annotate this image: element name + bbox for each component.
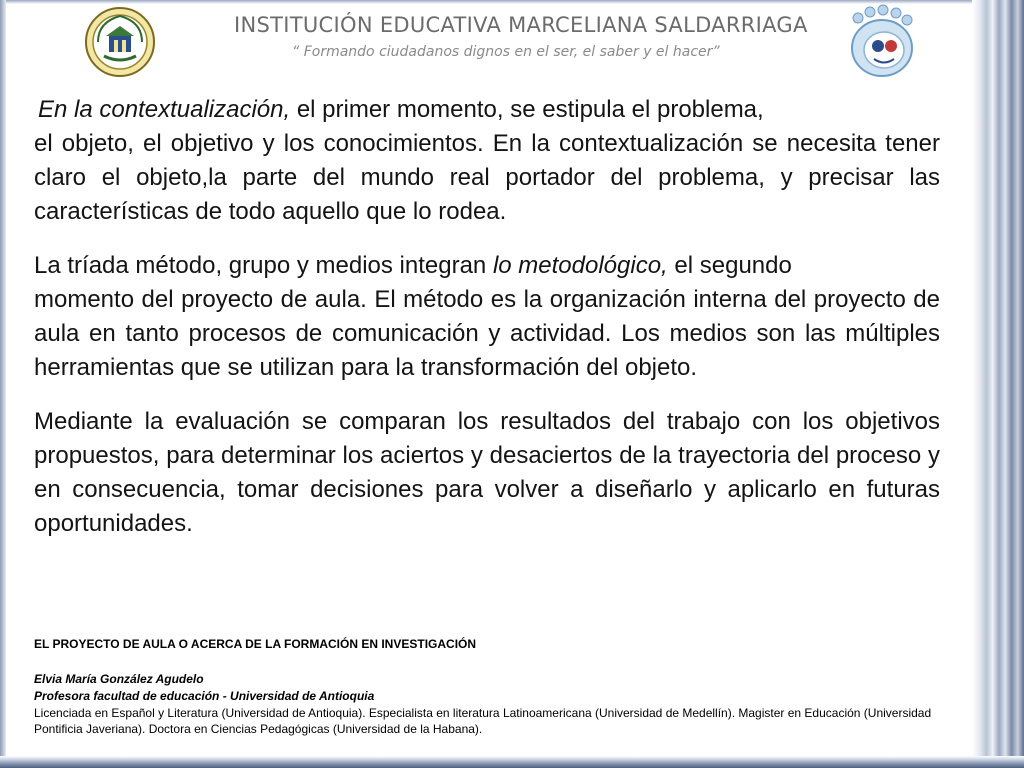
author-role: Profesora facultad de educación - Universidad de Antioquia	[34, 689, 375, 703]
slide-header	[10, 4, 970, 82]
school-seal-icon	[84, 6, 156, 78]
p2-first-b: el segundo	[667, 252, 792, 279]
institution-motto: “ Formando ciudadanos dignos en el ser, el saber y el hacer”	[292, 44, 720, 60]
p3-body: Mediante la evaluación se comparan los resultados del trabajo con los objetivos propuestos, para determinar los aciertos y desaciertos de la trayectoria del proceso y en consecuencia, tomar decisiones para volver a diseñarlo y aplicarlo en futuras oportunidades.	[34, 408, 940, 537]
paragraph-contextualizacion	[34, 93, 940, 229]
slide-body	[34, 93, 940, 541]
frame-right-border	[972, 0, 1024, 768]
reference-title: EL PROYECTO DE AULA O ACERCA DE LA FORMACIÓN EN INVESTIGACIÓN	[34, 637, 477, 651]
mascot-logo-icon	[838, 4, 924, 80]
paragraph-metodologico	[34, 249, 940, 385]
author-bio: Licenciada en Español y Literatura (Universidad de Antioquia). Especialista en literatura Latinoamericana (Universidad de Medellín). Magister en Educación (Universidad Pontificia Javeriana). Doctora en Ciencias Pedagógicas (Universidad de la Habana).	[34, 706, 932, 736]
p1-body: el objeto, el objetivo y los conocimientos. En la contextualización se necesita tener claro el objeto,la parte del mundo real portador del problema, y precisar las características de todo aquello que lo rodea.	[34, 130, 940, 225]
p2-italic: lo metodológico,	[492, 252, 668, 279]
p2-body: momento del proyecto de aula. El método es la organización interna del proyecto de aula en tanto procesos de comunicación y actividad. Los medios son las múltiples herramientas que se utilizan para la transformación del objeto.	[34, 286, 940, 381]
p1-first-line: el primer momento, se estipula el problema,	[290, 96, 764, 123]
frame-left-border	[0, 0, 6, 768]
author-name: Elvia María González Agudelo	[34, 672, 204, 686]
p1-italic: En la contextualización,	[38, 96, 291, 123]
p2-first-a: La tríada método, grupo y medios integran	[34, 252, 493, 279]
frame-bottom-border	[0, 756, 1024, 768]
institution-name: INSTITUCIÓN EDUCATIVA MARCELIANA SALDARRIAGA	[234, 13, 808, 37]
paragraph-evaluacion	[34, 405, 940, 541]
